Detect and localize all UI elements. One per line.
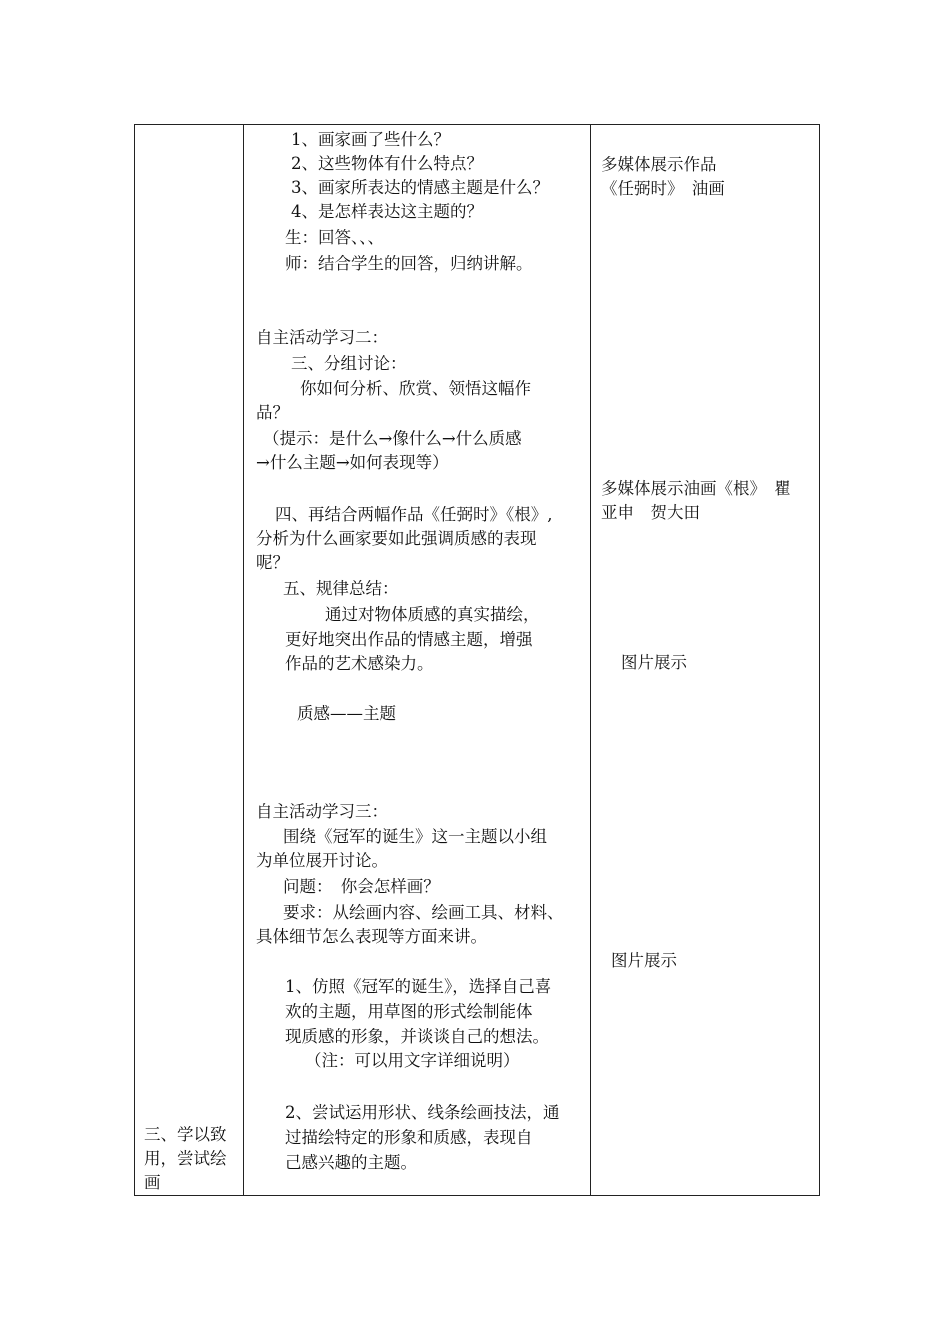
- task-2: 2、尝试运用形状、线条绘画技法，通: [285, 1103, 560, 1122]
- part-4: 四、再结合两幅作品《任弼时》《根》,: [275, 505, 553, 524]
- question-2: 2、这些物体有什么特点？: [291, 154, 483, 173]
- group-discussion-title: 三、分组讨论：: [291, 354, 407, 373]
- activity-3-title: 自主活动学习三：: [256, 802, 388, 821]
- task-2: 过描绘特定的形象和质感，表现自: [285, 1128, 533, 1147]
- task-1: 1、仿照《冠军的诞生》，选择自己喜: [285, 977, 552, 996]
- stage-title: 三、学以致用，尝试绘画: [144, 1125, 227, 1192]
- discussion-question: 品？: [256, 403, 289, 422]
- task-1: 现质感的形象，并谈谈自己的想法。: [285, 1027, 549, 1046]
- part-4: 呢？: [256, 553, 289, 572]
- summary-text: 作品的艺术感染力。: [285, 654, 434, 673]
- part-4: 分析为什么画家要如此强调质感的表现: [256, 529, 537, 548]
- summary-title: 五、规律总结：: [283, 579, 399, 598]
- formula: 质感——主题: [297, 704, 396, 723]
- activity-2-title: 自主活动学习二：: [256, 328, 388, 347]
- task-1: 欢的主题，用草图的形式绘制能体: [285, 1002, 533, 1021]
- requirement: 具体细节怎么表现等方面来讲。: [256, 927, 487, 946]
- picture-display-2: 图片展示: [611, 951, 677, 970]
- question-1: 1、画家画了些什么？: [291, 130, 450, 149]
- media-note-1: 《任弼时》 油画: [601, 179, 725, 198]
- task-2: 己感兴趣的主题。: [285, 1153, 417, 1172]
- picture-display-1: 图片展示: [621, 653, 687, 672]
- discussion-question: 你如何分析、欣赏、领悟这幅作: [300, 379, 531, 398]
- hint: →什么主题→如何表现等）: [256, 453, 449, 472]
- question-4: 4、是怎样表达这主题的？: [291, 202, 483, 221]
- media-note-2: 亚申 贺大田: [601, 503, 700, 522]
- column-divider: [590, 125, 591, 1195]
- question: 问题： 你会怎样画？: [283, 877, 440, 896]
- lesson-table: [134, 124, 820, 1196]
- media-note-2: 多媒体展示油画《根》 瞿: [601, 479, 791, 498]
- column-divider: [243, 125, 244, 1195]
- question-3: 3、画家所表达的情感主题是什么？: [291, 178, 549, 197]
- activity-3-text: 为单位展开讨论。: [256, 851, 388, 870]
- teacher-response: 师：结合学生的回答，归纳讲解。: [285, 254, 533, 273]
- student-response: 生：回答、、、: [285, 228, 384, 247]
- summary-text: 通过对物体质感的真实描绘，: [325, 605, 540, 624]
- media-note-1: 多媒体展示作品: [601, 155, 717, 174]
- activity-3-text: 围绕《冠军的诞生》这一主题以小组: [283, 827, 547, 846]
- summary-text: 更好地突出作品的情感主题，增强: [285, 630, 533, 649]
- requirement: 要求：从绘画内容、绘画工具、材料、: [283, 903, 564, 922]
- task-1-note: （注：可以用文字详细说明）: [305, 1051, 520, 1070]
- hint: （提示：是什么→像什么→什么质感: [263, 429, 522, 448]
